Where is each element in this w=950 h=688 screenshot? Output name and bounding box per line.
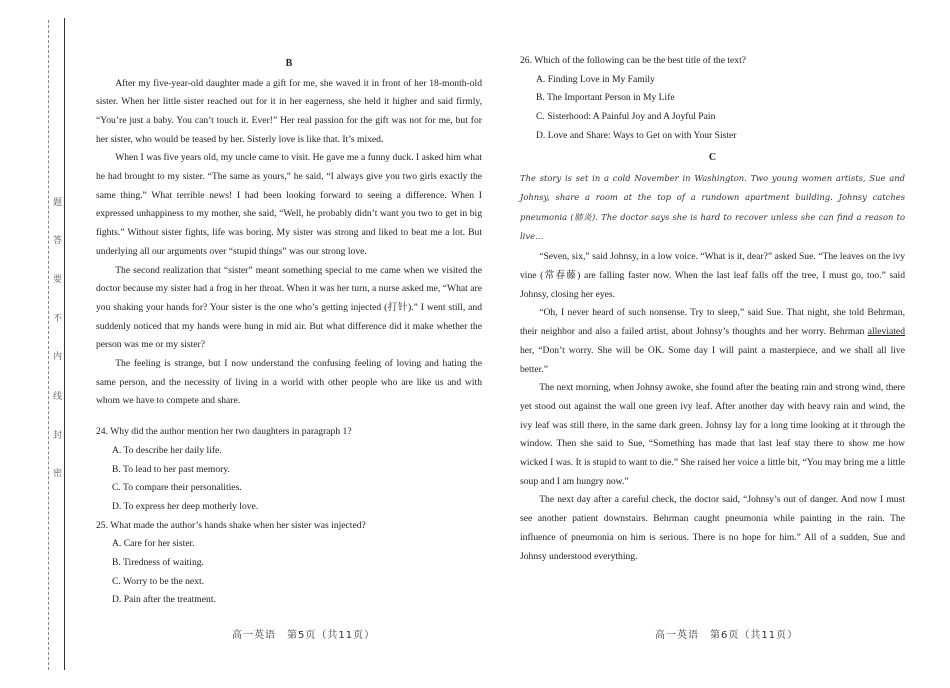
option: B. The Important Person in My Life (536, 92, 675, 104)
option: D. Love and Share: Ways to Get on with Your Sister (536, 129, 737, 141)
option: A. Care for her sister. (112, 538, 195, 550)
option: B. Tiredness of waiting. (112, 557, 204, 569)
seal-char: 封 (53, 430, 63, 440)
option: D. To express her deep motherly love. (112, 500, 259, 512)
seal-char: 题 (53, 197, 63, 207)
seal-char: 不 (53, 313, 63, 323)
margin-rule (64, 18, 65, 670)
section-heading-c: C (708, 151, 717, 163)
passage-paragraph: The second realization that “sister” meant something special to me came when we visited the doctor because my sister had a frog in her throat. When it was her turn, a nurse asked me, “What are you shaking your hands for? Your sister is the one who’s getting injected (打针).” I went still, and suddenly noticed that my hands were hung in mid air. But what difference did it make whether the person was me or my sister? (96, 264, 482, 351)
question-25: 25. What made the author’s hands shake when her sister was injected? (96, 519, 366, 531)
option: A. To describe her daily life. (112, 444, 222, 456)
option: B. To lead to her past memory. (112, 463, 230, 475)
underlined-word: alleviated (867, 326, 905, 338)
question-26: 26. Which of the following can be the best title of the text? (520, 55, 747, 66)
option: D. Pain after the treatment. (112, 594, 216, 606)
seal-char: 答 (53, 235, 63, 245)
question-24: 24. Why did the author mention her two daughters in paragraph 1? (96, 426, 352, 438)
left-page (96, 52, 482, 610)
seal-char: 密 (53, 468, 63, 478)
page-footer-left: 高一英语 第5页（共11页） (232, 630, 376, 641)
option: C. To compare their personalities. (112, 482, 242, 494)
passage-paragraph (520, 304, 905, 379)
page-footer-right: 高一英语 第6页（共11页） (655, 630, 799, 641)
option: C. Sisterhood: A Painful Joy and A Joyful Pain (536, 111, 716, 123)
seal-char: 线 (53, 391, 63, 401)
passage-paragraph: The next morning, when Johnsy awoke, she found after the beating rain and strong wind, there yet stood out against the wall one green ivy leaf. After another day with heavy rain and wind, the ivy leaf was still there, in the same dark green. Johnsy lay for a long time looking at it through the window. Then she said to Sue, “Something has made that last leaf stay there to show me how wicked I was. It is stupid to want to die.” She raised her voice a little bit, “You may bring me a little soup and I am hungry now.” (520, 382, 905, 487)
passage-paragraph: After my five-year-old daughter made a gift for me, she waved it in front of her 18-month-old sister. When her little sister reached out for it in her eagerness, she held it higher and said firmly, “You’re just a baby. You can’t touch it. Ever!” Her real passion for the gift was not for me, but for her sister, who would be teased by her. Sisterly love is like that. It’s mixed. (96, 77, 482, 145)
passage-paragraph: The feeling is strange, but I now understand the confusing feeling of loving and hating the same person, and the necessity of living in a world with other people who are like us and with whom we have to compete and share. (96, 358, 482, 407)
passage-paragraph: When I was five years old, my uncle came to visit. He gave me a funny duck. I asked him what he had brought to my sister. “The same as yours,” he said, “I always give you two girls exactly the same thing.” What terrible news! I had been looking forward to seeing a difference. When I expressed unhappiness to my mother, she said, “Well, he probably didn’t want you two to get in big fights.” Without sister fights, life was boring. My sister was strong and liked to beat me a lot. But underlying all our arguments over “stupid things” was our strong love. (96, 152, 482, 257)
option: C. Worry to be the next. (112, 575, 205, 587)
text-run: “Oh, I never heard of such nonsense. Try to sleep,” said Sue. That night, she told Behrman, their neighbor and also a failed artist, about Johnsy’s thoughts and her worry. Behrman (520, 307, 905, 338)
option: A. Finding Love in My Family (536, 73, 655, 85)
section-heading-b: B (285, 58, 293, 69)
text-run: her, “Don’t worry. She will be OK. Some day I will paint a masterpiece, and we shall all live better.” (520, 344, 905, 375)
seal-char: 要 (53, 274, 63, 284)
binding-margin (0, 0, 68, 688)
passage-paragraph: The next day after a careful check, the doctor said, “Johnsy’s out of danger. And now I must see another patient downstairs. Behrman caught pneumonia while painting in the rain. The influence of pneumonia on him is serious. There is no hope for him.” All of a sudden, Sue and Johnsy understood everything. (520, 494, 905, 562)
passage-paragraph: “Seven, six,” said Johnsy, in a low voice. “What is it, dear?” asked Sue. “The leaves on the ivy vine (常春藤) are falling faster now. When the last leaf falls off the tree, I must go, too.” said Johnsy, closing her eyes. (520, 251, 905, 300)
seal-char: 内 (53, 351, 63, 361)
story-intro: The story is set in a cold November in Washington. Two young women artists, Sue and Johnsy, share a room at the top of a rundown apartment building. Johnsy catches pneumonia (肺炎). The doctor says she is hard to recover unless she can find a reason to live… (520, 173, 905, 241)
right-page (520, 52, 905, 566)
fold-line (48, 20, 49, 670)
